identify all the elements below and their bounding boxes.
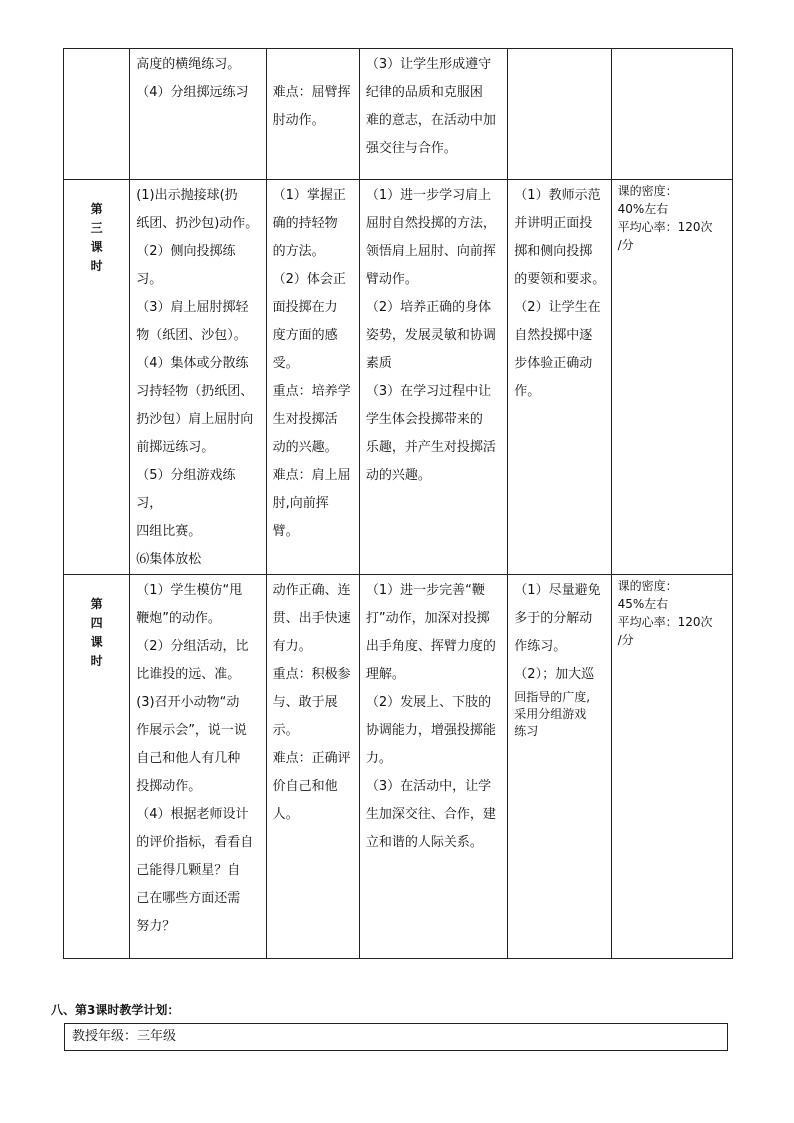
content-line: （2）侧向投掷练习。 <box>136 244 236 287</box>
load-line: 45%左右 <box>617 597 669 611</box>
content-line: 前掷远练习。 <box>136 440 215 455</box>
focus-cell <box>266 49 359 180</box>
load-line: 40%左右 <box>617 202 669 216</box>
content-cell <box>130 49 266 180</box>
focus-line: 动的兴趣。 <box>272 440 338 455</box>
lesson-label-char: 课 <box>90 240 103 254</box>
section-title: 八、第3课时教学计划： <box>51 1003 180 1017</box>
focus-line: 肘,向前挥臂。 <box>272 496 329 539</box>
focus-cell <box>266 575 359 959</box>
focus-line: 与、敢于展示。 <box>272 695 338 738</box>
lesson-label-cell <box>64 49 130 180</box>
content-line: 投掷动作。 <box>136 779 202 794</box>
content-line: ⑹集体放松 <box>136 552 202 567</box>
focus-line: （1）掌握正 <box>272 188 346 203</box>
method-line: 自然投掷中逐 <box>514 328 593 343</box>
content-line: 习持轻物（扔纸团、 <box>136 384 254 399</box>
goal-line: （1）进一步学习肩上 <box>365 188 492 203</box>
focus-line: 度方面的感 <box>272 328 338 343</box>
method-line: 并讲明正面投 <box>514 216 593 231</box>
method-line: 多于的分解动 <box>514 611 593 626</box>
goal-line: 学生体会投掷带来的 <box>365 412 483 427</box>
goal-line: 乐趣，并产生对投掷活 <box>365 440 496 455</box>
lesson-label-char: 课 <box>90 635 103 649</box>
table-row-lesson-3 <box>64 180 733 575</box>
content-line: （4）分组掷远练习 <box>136 85 249 100</box>
goals-cell <box>359 180 507 575</box>
content-line: （2）分组活动，比 <box>136 639 249 654</box>
content-cell <box>130 180 266 575</box>
load-cell <box>611 180 732 575</box>
focus-line: 肘动作。 <box>272 113 325 128</box>
goal-line: 动的兴趣。 <box>365 468 431 483</box>
table-row-continuation <box>64 49 733 180</box>
content-line: 扔沙包）肩上屈肘向 <box>136 412 254 427</box>
content-line: 高度的横绳练习。 <box>136 57 241 72</box>
content-line: （3）肩上屈肘掷轻 <box>136 300 249 315</box>
content-line: 自己和他人有几种 <box>136 751 241 766</box>
content-line: 努力？ <box>136 919 176 934</box>
lesson-label-cell <box>64 180 130 575</box>
load-cell <box>611 575 732 959</box>
goal-line: 力。 <box>365 751 392 766</box>
goal-line: （2）发展上、下肢的 <box>365 695 492 710</box>
load-line: 课的密度： <box>617 184 678 198</box>
goal-line: 协调能力，增强投掷能 <box>365 723 496 738</box>
content-line: （4）根据老师设计 <box>136 807 249 822</box>
focus-line: （2）体会正 <box>272 272 346 287</box>
content-line: 己在哪些方面还需 <box>136 891 241 906</box>
goals-cell <box>359 575 507 959</box>
focus-line: 动作正确、连 <box>272 583 351 598</box>
focus-line: 人。 <box>272 807 299 822</box>
method-line: （2）；加大巡 <box>514 667 595 682</box>
method-line: （1）尽量避免 <box>514 583 601 598</box>
focus-line: 面投掷在力 <box>272 300 338 315</box>
method-cell <box>508 180 611 575</box>
load-line: 平均心率：120次 <box>617 615 713 629</box>
content-line: （4）集体或分散练 <box>136 356 249 371</box>
focus-line: 价自己和他 <box>272 779 338 794</box>
load-line: /分 <box>617 633 634 647</box>
method-line: 作练习。 <box>514 639 567 654</box>
load-line: 平均心率：120次 <box>617 220 713 234</box>
focus-line: 重点：培养学 <box>272 384 351 399</box>
method-line: 练习 <box>514 724 539 738</box>
goal-line: （1）进一步完善“鞭 <box>365 583 485 598</box>
goal-line: 姿势，发展灵敏和协调 <box>365 328 496 343</box>
goal-line: 领悟肩上屈肘、向前挥 <box>365 244 496 259</box>
lesson-label-cell <box>64 575 130 959</box>
goal-line: 打”动作，加深对投掷 <box>365 611 490 626</box>
method-line: 采用分组游戏 <box>514 707 587 721</box>
goal-line: 纪律的品质和克服困 <box>365 85 483 100</box>
content-cell <box>130 575 266 959</box>
goal-line: （3）在活动中，让学 <box>365 779 492 794</box>
focus-line: 重点：积极参 <box>272 667 351 682</box>
goal-line: （2）培养正确的身体 <box>365 300 492 315</box>
load-line: /分 <box>617 238 634 252</box>
content-line: 四组比赛。 <box>136 524 202 539</box>
content-line: 己能得几颗星？自 <box>136 863 241 878</box>
goal-line: 出手角度、挥臂力度的 <box>365 639 496 654</box>
lesson-label-char: 时 <box>90 259 103 273</box>
content-line: 的评价指标，看看自 <box>136 835 254 850</box>
focus-line: 受。 <box>272 356 299 371</box>
goal-line: 素质 <box>365 356 392 371</box>
method-line: 回指导的广度, <box>514 690 591 704</box>
content-line: (3)召开小动物“动 <box>136 695 240 710</box>
content-line: 作展示会”，说一说 <box>136 723 247 738</box>
goal-line: 屈肘自然投掷的方法， <box>365 216 496 231</box>
content-line: 物（纸团、沙包）。 <box>136 328 247 343</box>
lesson-label-char: 时 <box>90 654 103 668</box>
method-line: 的要领和要求。 <box>514 272 606 287</box>
method-line: 作。 <box>514 384 541 399</box>
method-cell <box>508 49 611 180</box>
method-line: （1）教师示范 <box>514 188 601 203</box>
goal-line: （3）在学习过程中让 <box>365 384 492 399</box>
lesson-label-char: 四 <box>90 616 103 630</box>
content-line: （1）学生模仿“甩 <box>136 583 243 598</box>
goal-line: 强交往与合作。 <box>365 141 457 156</box>
lesson-label-char: 三 <box>90 221 103 235</box>
lesson-label-char: 第 <box>90 202 103 216</box>
focus-line: 难点：肩上屈 <box>272 468 351 483</box>
content-line: 比谁投的远、准。 <box>136 667 241 682</box>
focus-line: 难点：正确评 <box>272 751 351 766</box>
goal-line: 生加深交往、合作，建 <box>365 807 496 822</box>
load-cell <box>611 49 732 180</box>
method-cell <box>508 575 611 959</box>
goal-line: 立和谐的人际关系。 <box>365 835 483 850</box>
method-line: 步体验正确动 <box>514 356 593 371</box>
goals-cell <box>359 49 507 180</box>
focus-line: 的方法。 <box>272 244 325 259</box>
focus-line: 难点：屈臂挥 <box>272 85 351 100</box>
table-row-lesson-4 <box>64 575 733 959</box>
focus-line: 确的持轻物 <box>272 216 338 231</box>
goal-line: 理解。 <box>365 667 405 682</box>
lesson-plan-table <box>63 48 733 959</box>
focus-cell <box>266 180 359 575</box>
goal-line: 臂动作。 <box>365 272 418 287</box>
content-line: 纸团、扔沙包)动作。 <box>136 216 259 231</box>
grade-line: 教授年级：三年级 <box>64 1023 728 1051</box>
method-line: （2）让学生在 <box>514 300 601 315</box>
goal-line: （3）让学生形成遵守 <box>365 57 492 72</box>
goal-line: 难的意志，在活动中加 <box>365 113 496 128</box>
lesson-label-char: 第 <box>90 597 103 611</box>
content-line: 鞭炮”的动作。 <box>136 611 221 626</box>
content-line: （5）分组游戏练习， <box>136 468 236 511</box>
focus-line: 有力。 <box>272 639 312 654</box>
method-line: 掷和侧向投掷 <box>514 244 593 259</box>
load-line: 课的密度： <box>617 579 678 593</box>
content-line: (1)出示抛接球(扔 <box>136 188 238 203</box>
focus-line: 生对投掷活 <box>272 412 338 427</box>
focus-line: 贯、出手快速 <box>272 611 351 626</box>
